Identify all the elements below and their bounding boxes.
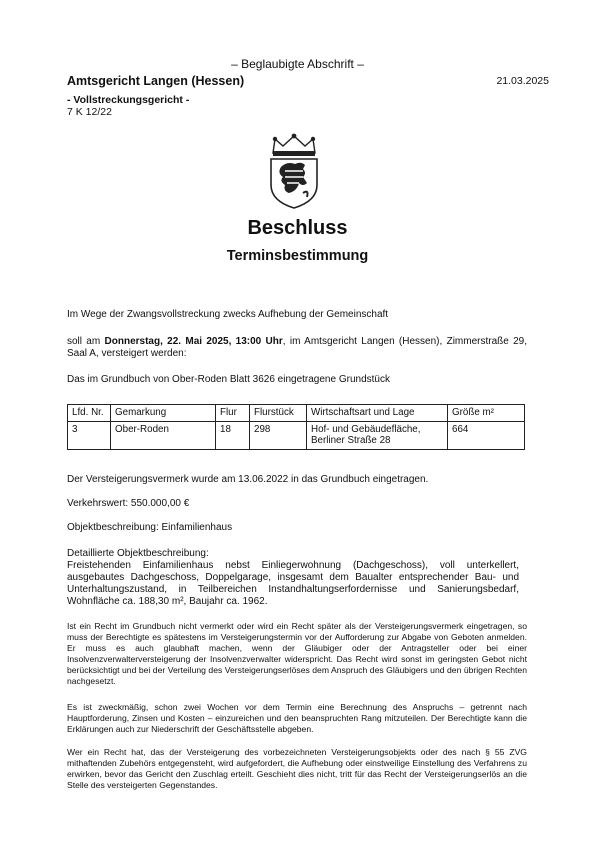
case-number: 7 K 12/22 (67, 106, 112, 118)
table-header-cell: Gemarkung (111, 405, 216, 422)
object-detail-label: Detaillierte Objektbeschreibung: (67, 548, 209, 559)
court-name: Amtsgericht Langen (Hessen) (67, 74, 245, 88)
object-detail-text: Freistehenden Einfamilienhaus nebst Einliegerwohnung (Dachgeschoss), voll unterkellert, ausgebautes Dachgeschoss, Doppelgarage, insgesamt dem Baualter entsprechender Bau- und Unterhaltungszustand, in Teilbereichen Instandhaltungserfordernisse und Sanierungsbedarf, Wohnfläche ca. 188,30 m², Baujahr ca. 1962. (67, 560, 519, 607)
register-note: Der Versteigerungsvermerk wurde am 13.06.2022 in das Grundbuch eingetragen. (67, 474, 429, 485)
document-date: 21.03.2025 (496, 75, 549, 87)
object-description-short: Objektbeschreibung: Einfamilienhaus (67, 522, 233, 533)
table-cell: Hof- und Gebäudefläche, Berliner Straße 28 (307, 421, 448, 449)
table-header-cell: Größe m² (448, 405, 525, 422)
table-row (68, 421, 525, 449)
auction-datetime: Donnerstag, 22. Mai 2025, 13:00 Uhr (104, 336, 283, 347)
coat-of-arms-icon (263, 133, 325, 209)
document-subtitle: Terminsbestimmung (226, 248, 369, 264)
table-cell: 664 (448, 421, 525, 449)
paragraph-conflicting-rights: Wer ein Recht hat, das der Versteigerung des vorbezeichneten Versteigerungsobjekts oder des nach § 55 ZVG mithaftenden Zubehörs entgegensteht, wird aufgefordert, die Aufhebung oder einstweilige Einstellung des Verfahrens zu erwirken, bevor das Gericht den Zuschlag erteilt. Geschieht dies nicht, tritt für das Recht der Versteigerungserlös an die Stelle des versteigerten Gegenstandes. (67, 747, 527, 790)
paragraph-claim-calculation: Es ist zweckmäßig, schon zwei Wochen vor dem Termin eine Berechnung des Anspruchs – getrennt nach Hauptforderung, Zinsen und Kosten – einzureichen und den beanspruchten Rang mitzuteilen. Der Berechtigte kann die Erklärungen auch zur Niederschrift der Geschäftsstelle abgeben. (67, 702, 527, 734)
auction-date-text (67, 336, 527, 360)
market-value: Verkehrswert: 550.000,00 € (67, 498, 190, 509)
table-header-cell: Flur (216, 405, 250, 422)
auction-location: , im Amtsgericht Langen (Hessen), Zimmerstraße 29, Saal A, versteigert werden: (67, 336, 528, 359)
paragraph-unregistered-rights: Ist ein Recht im Grundbuch nicht vermerkt oder wird ein Recht später als der Versteigerungsvermerk eingetragen, so muss der Berechtigte es spätestens im Versteigerungstermin vor der Aufforderung zur Abgabe von Geboten anmelden. Er muss es auch glaubhaft machen, wenn der Gläubiger oder der Antragsteller oder bei einer Insolvenzverwalterversteigerung der Insolvenzverwalter widerspricht. Das Recht wird sonst im geringsten Gebot nicht berücksichtigt und bei der Verteilung des Versteigerungserlöses dem Anspruch des Gläubigers und den übrigen Rechten nachgesetzt. (67, 621, 527, 686)
table-header-cell: Lfd. Nr. (68, 405, 111, 422)
certified-copy-heading: – Beglaubigte Abschrift – (231, 57, 364, 71)
intro-text: Im Wege der Zwangsvollstreckung zwecks Aufhebung der Gemeinschaft (67, 309, 389, 320)
table-cell: Ober-Roden (111, 421, 216, 449)
table-header-cell: Flurstück (250, 405, 307, 422)
land-register-text: Das im Grundbuch von Ober-Roden Blatt 3626 eingetragene Grundstück (67, 374, 390, 385)
court-department: - Vollstreckungsgericht - (67, 94, 190, 106)
table-cell: 298 (250, 421, 307, 449)
document-title: Beschluss (247, 217, 348, 239)
table-cell: 3 (68, 421, 111, 449)
table-cell: 18 (216, 421, 250, 449)
table-header-row (68, 405, 525, 422)
property-table (67, 404, 525, 450)
table-header-cell: Wirtschaftsart und Lage (307, 405, 448, 422)
auction-prefix: soll am (67, 336, 101, 347)
